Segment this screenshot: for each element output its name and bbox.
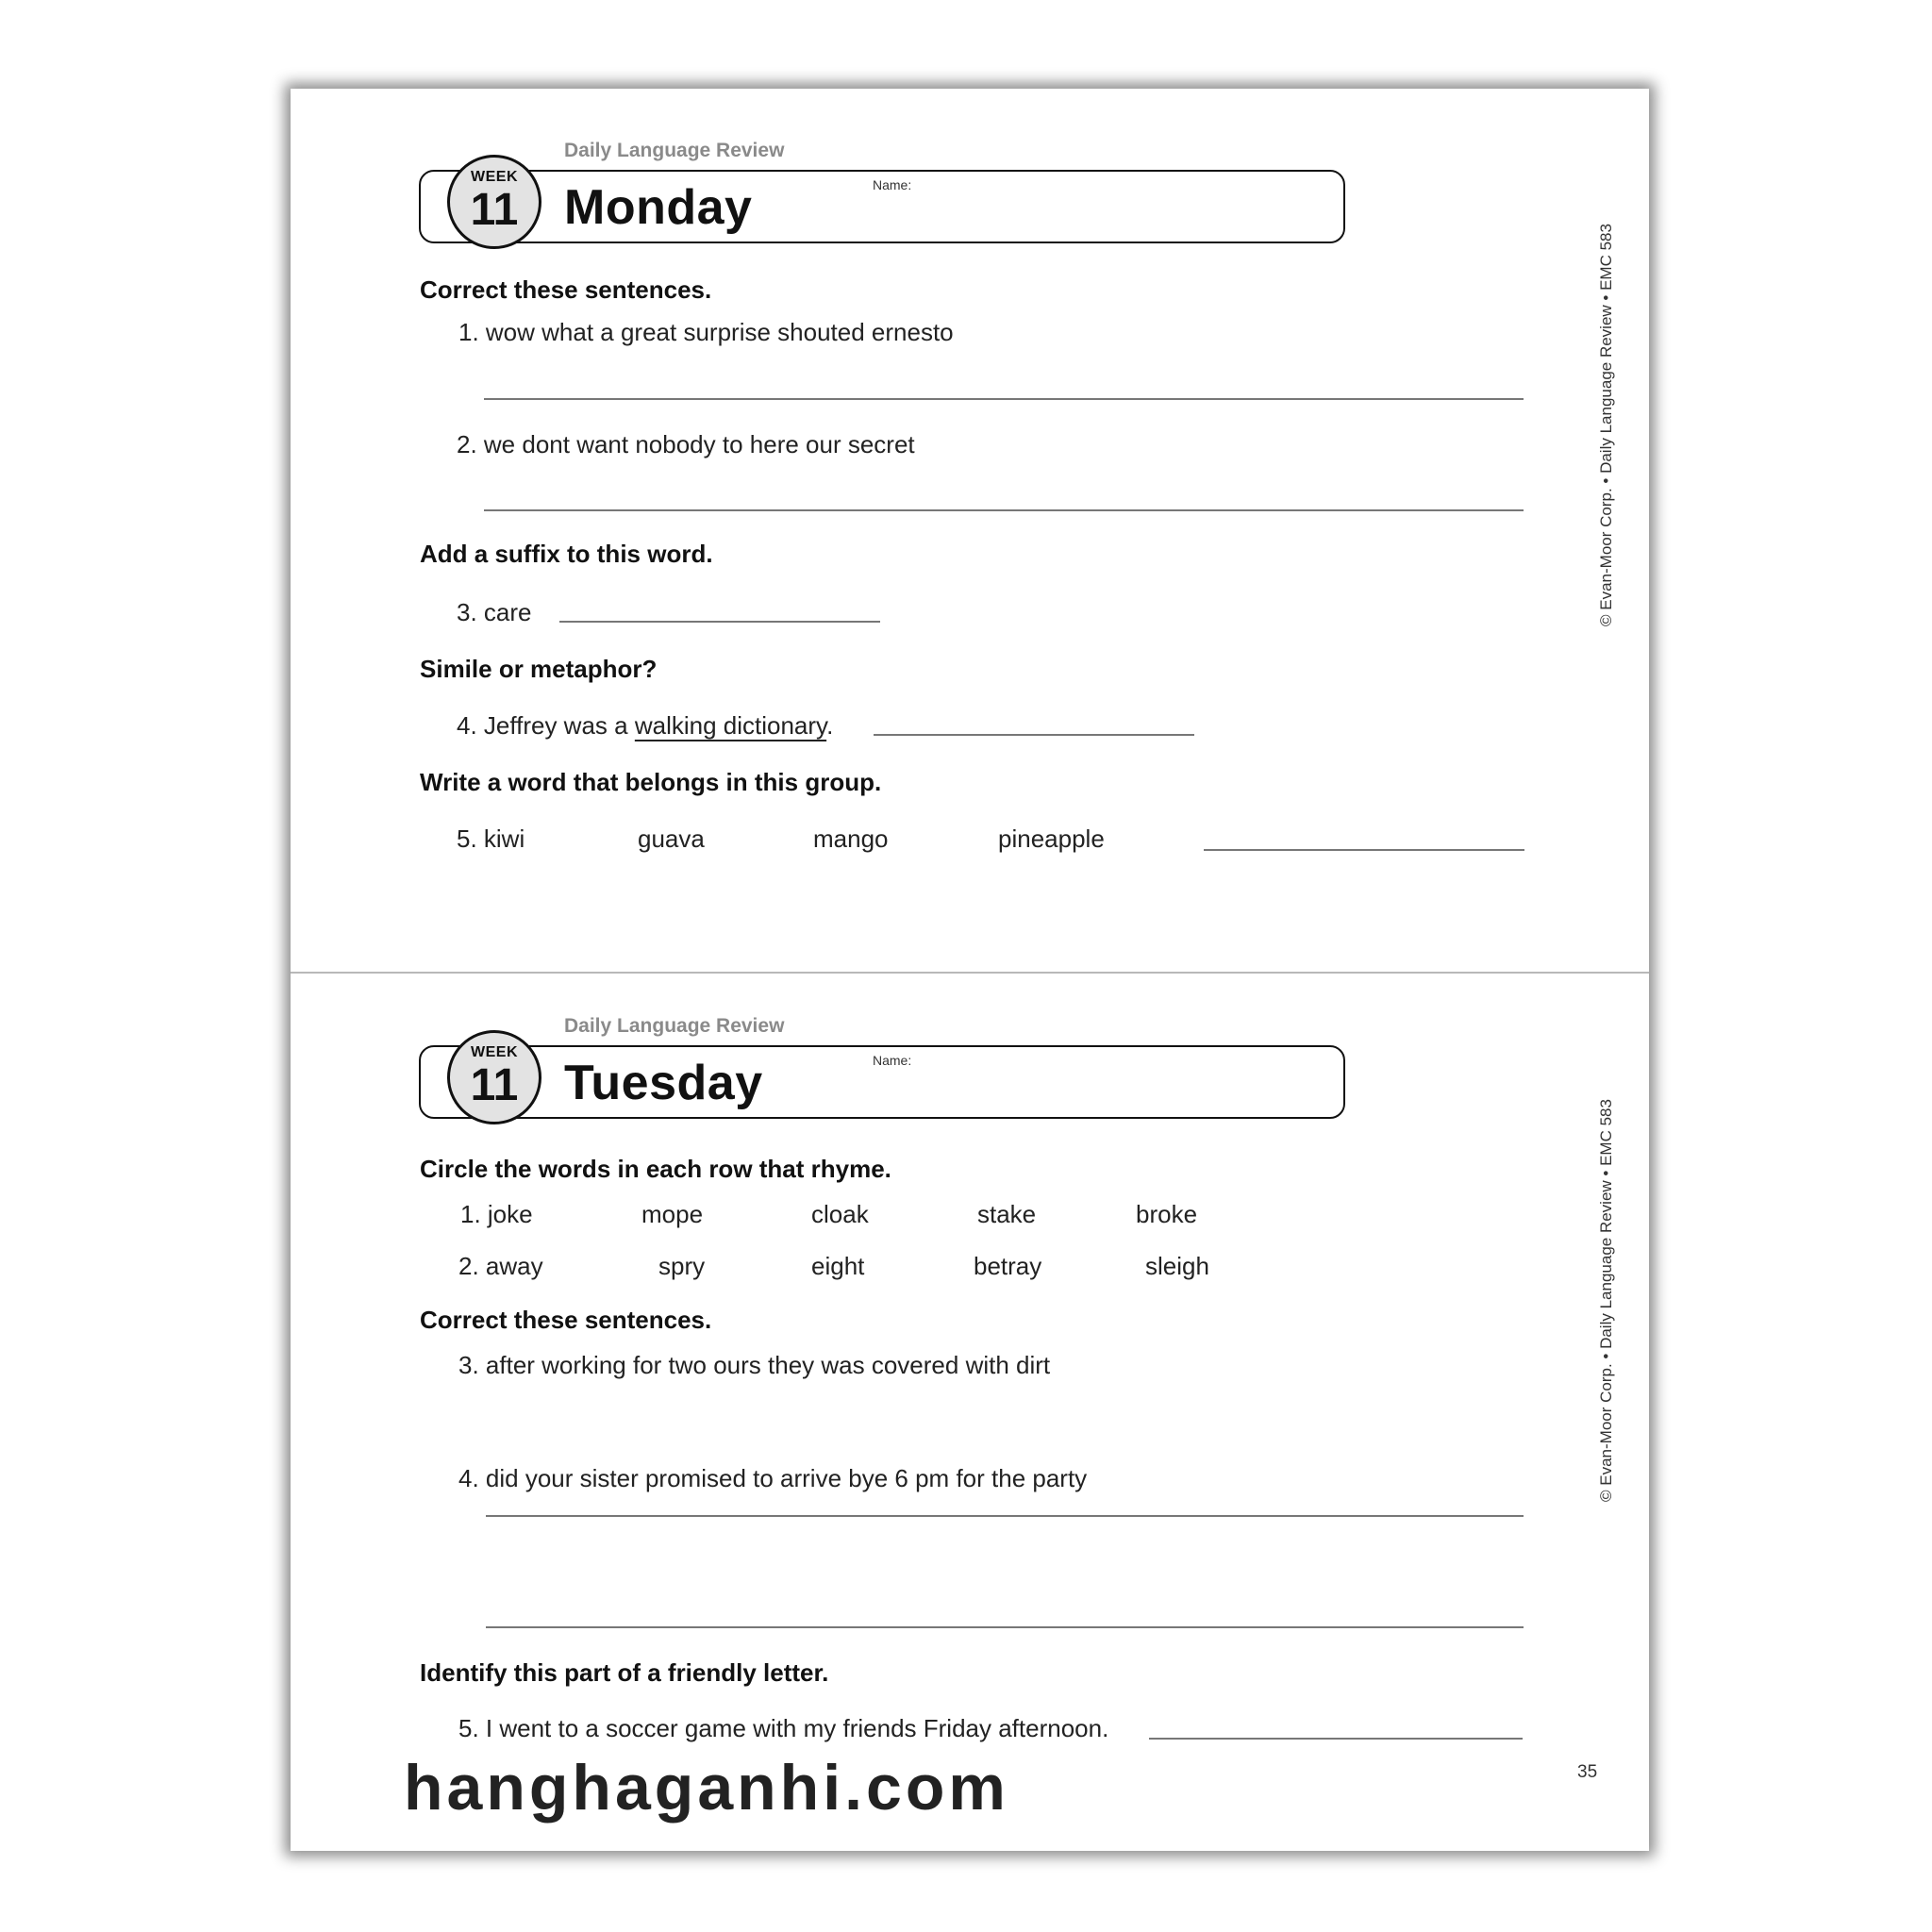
group-word: mango	[813, 824, 889, 853]
question-4: 4. did your sister promised to arrive bye 6 pm for the party	[458, 1464, 1088, 1492]
question-3: 3. after working for two ours they was covered with dirt	[458, 1351, 1051, 1379]
rhyme-word[interactable]: stake	[977, 1200, 1037, 1228]
answer-line-3[interactable]	[559, 621, 880, 623]
answer-line-3[interactable]	[486, 1515, 1524, 1517]
week-number: 11	[470, 1060, 519, 1110]
instruction-rhyme: Circle the words in each row that rhyme.	[420, 1155, 891, 1183]
instruction-correct: Correct these sentences.	[420, 1306, 712, 1334]
week-number: 11	[470, 185, 519, 235]
copyright-side-text: © Evan-Moor Corp. • Daily Language Review • EMC 583	[1597, 1099, 1615, 1502]
instruction-group: Write a word that belongs in this group.	[420, 768, 882, 796]
watermark: hanghaganhi.com	[404, 1752, 1009, 1824]
rhyme-word[interactable]: spry	[658, 1252, 706, 1280]
question-4-end: .	[826, 711, 834, 740]
group-word: pineapple	[998, 824, 1105, 853]
day-title: Monday	[564, 180, 753, 235]
answer-line-4[interactable]	[874, 734, 1194, 736]
week-badge	[447, 1030, 541, 1124]
series-title: Daily Language Review	[564, 140, 785, 161]
answer-line-2[interactable]	[484, 509, 1524, 511]
tuesday-section	[291, 964, 1649, 1841]
answer-line-4[interactable]	[486, 1626, 1524, 1628]
page-number: 35	[1577, 1762, 1598, 1782]
underlined-phrase: walking dictionary	[634, 711, 827, 740]
name-label: Name:	[873, 177, 912, 192]
rhyme-word[interactable]: cloak	[811, 1200, 869, 1228]
instruction-simile: Simile or metaphor?	[420, 655, 658, 683]
day-title: Tuesday	[564, 1056, 763, 1110]
week-label: WEEK	[471, 1044, 518, 1060]
rhyme-word[interactable]: mope	[641, 1200, 704, 1228]
answer-line-5[interactable]	[1204, 849, 1524, 851]
copyright-side-text: © Evan-Moor Corp. • Daily Language Review • EMC 583	[1597, 224, 1615, 626]
rhyme-word[interactable]: sleigh	[1145, 1252, 1209, 1280]
question-2: 2. we dont want nobody to here our secret	[457, 430, 915, 458]
rhyme-word[interactable]: 1. joke	[460, 1200, 533, 1228]
rhyme-word[interactable]: broke	[1136, 1200, 1198, 1228]
question-1: 1. wow what a great surprise shouted ernesto	[458, 318, 954, 346]
instruction-letter: Identify this part of a friendly letter.	[420, 1658, 829, 1687]
question-4-text: 4. Jeffrey was a	[457, 711, 635, 740]
instruction-suffix: Add a suffix to this word.	[420, 540, 713, 568]
name-label: Name:	[873, 1053, 912, 1068]
instruction-correct: Correct these sentences.	[420, 275, 712, 304]
rhyme-word[interactable]: betray	[974, 1252, 1042, 1280]
rhyme-word[interactable]: eight	[811, 1252, 865, 1280]
worksheet-page	[291, 89, 1649, 1851]
question-5: 5. I went to a soccer game with my friends Friday afternoon.	[458, 1714, 1109, 1742]
question-3: 3. care	[457, 598, 532, 626]
answer-line-1[interactable]	[484, 398, 1524, 400]
week-label: WEEK	[471, 169, 518, 185]
group-word: guava	[638, 824, 705, 853]
week-badge	[447, 155, 541, 249]
group-word: 5. kiwi	[457, 824, 525, 853]
series-title: Daily Language Review	[564, 1015, 785, 1037]
rhyme-word[interactable]: 2. away	[458, 1252, 543, 1280]
question-4	[457, 711, 833, 741]
answer-line-5[interactable]	[1149, 1738, 1523, 1740]
monday-section	[291, 89, 1649, 966]
